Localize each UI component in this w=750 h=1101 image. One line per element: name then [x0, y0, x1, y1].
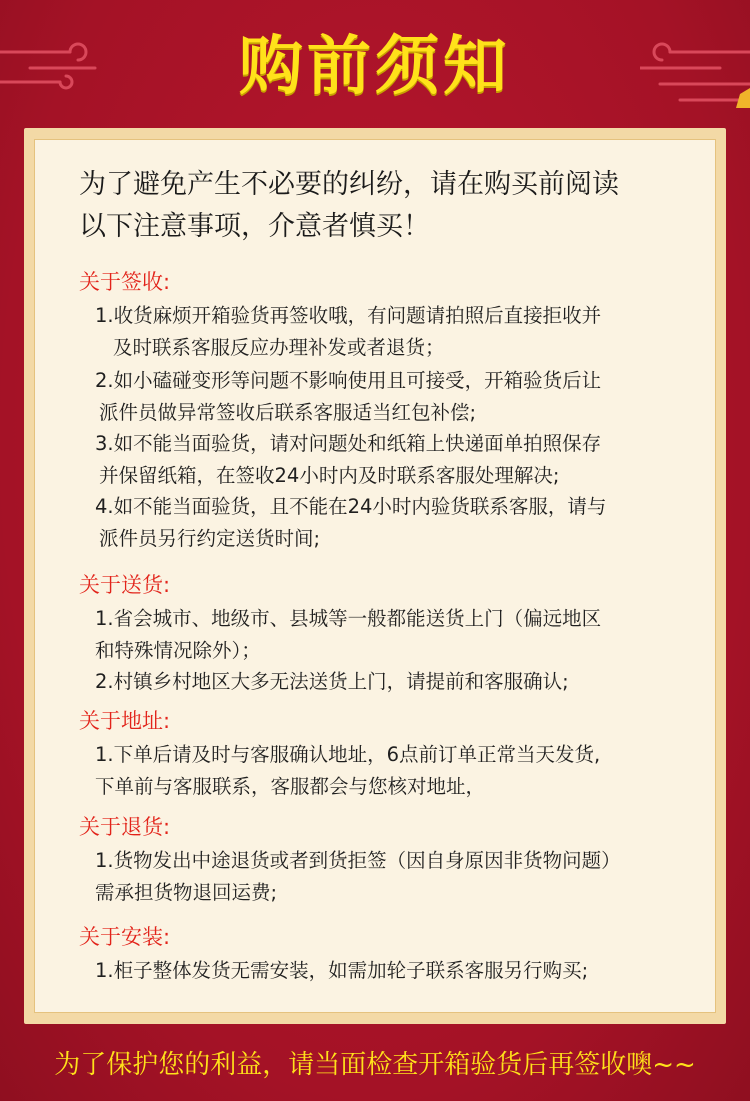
item-line: 1.省会城市、地级市、县城等一般都能送货上门（偏远地区 [95, 607, 602, 630]
item-line: 1.柜子整体发货无需安装，如需加轮子联系客服另行购买; [95, 959, 589, 982]
item-line: 和特殊情况除外）； [95, 639, 261, 662]
item-line: 需承担货物退回运费; [95, 881, 278, 904]
list-item [95, 845, 710, 909]
item-line: 1.收货麻烦开箱验货再签收哦，有问题请拍照后直接拒收并 [95, 304, 602, 327]
section-title-signing: 关于签收: [79, 270, 171, 294]
list-item [95, 739, 710, 803]
list-item [95, 666, 710, 698]
section-title-delivery: 关于送货: [79, 573, 171, 597]
page-title: 购前须知 [239, 30, 511, 104]
item-line: 1.货物发出中途退货或者到货拒签（因自身原因非货物问题） [95, 849, 621, 872]
item-line: 派件员做异常签收后联系客服适当红包补偿; [99, 401, 477, 424]
section-title-installation: 关于安装: [79, 925, 171, 949]
item-line: 2.如小磕碰变形等问题不影响使用且可接受，开箱验货后让 [95, 369, 602, 392]
item-line: 3.如不能当面验货，请对问题处和纸箱上快递面单拍照保存 [95, 432, 602, 455]
intro-text [79, 164, 699, 248]
section-title-address: 关于地址: [79, 709, 171, 733]
list-item [95, 491, 710, 555]
list-item [95, 603, 710, 667]
intro-line: 以下注意事项，介意者慎买！ [79, 211, 430, 242]
footer-notice: 为了保护您的利益，请当面检查开箱验货后再签收噢~~ [54, 1050, 696, 1080]
item-line: 2.村镇乡村地区大多无法送货上门，请提前和客服确认; [95, 670, 569, 693]
item-line: 下单前与客服联系，客服都会与您核对地址， [95, 775, 486, 798]
item-line: 并保留纸箱，在签收24小时内及时联系客服处理解决; [99, 464, 560, 487]
item-line: 派件员另行约定送货时间; [99, 527, 321, 550]
list-item [95, 365, 710, 429]
section-title-returns: 关于退货: [79, 815, 171, 839]
item-line: 1.下单后请及时与客服确认地址，6点前订单正常当天发货, [95, 743, 601, 766]
list-item [95, 955, 710, 987]
item-line: 4.如不能当面验货，且不能在24小时内验货联系客服，请与 [95, 495, 607, 518]
list-item [95, 300, 710, 364]
item-line: 及时联系客服反应办理补发或者退货； [113, 336, 445, 359]
list-item [95, 428, 710, 492]
intro-line: 为了避免产生不必要的纠纷，请在购买前阅读 [79, 169, 619, 200]
